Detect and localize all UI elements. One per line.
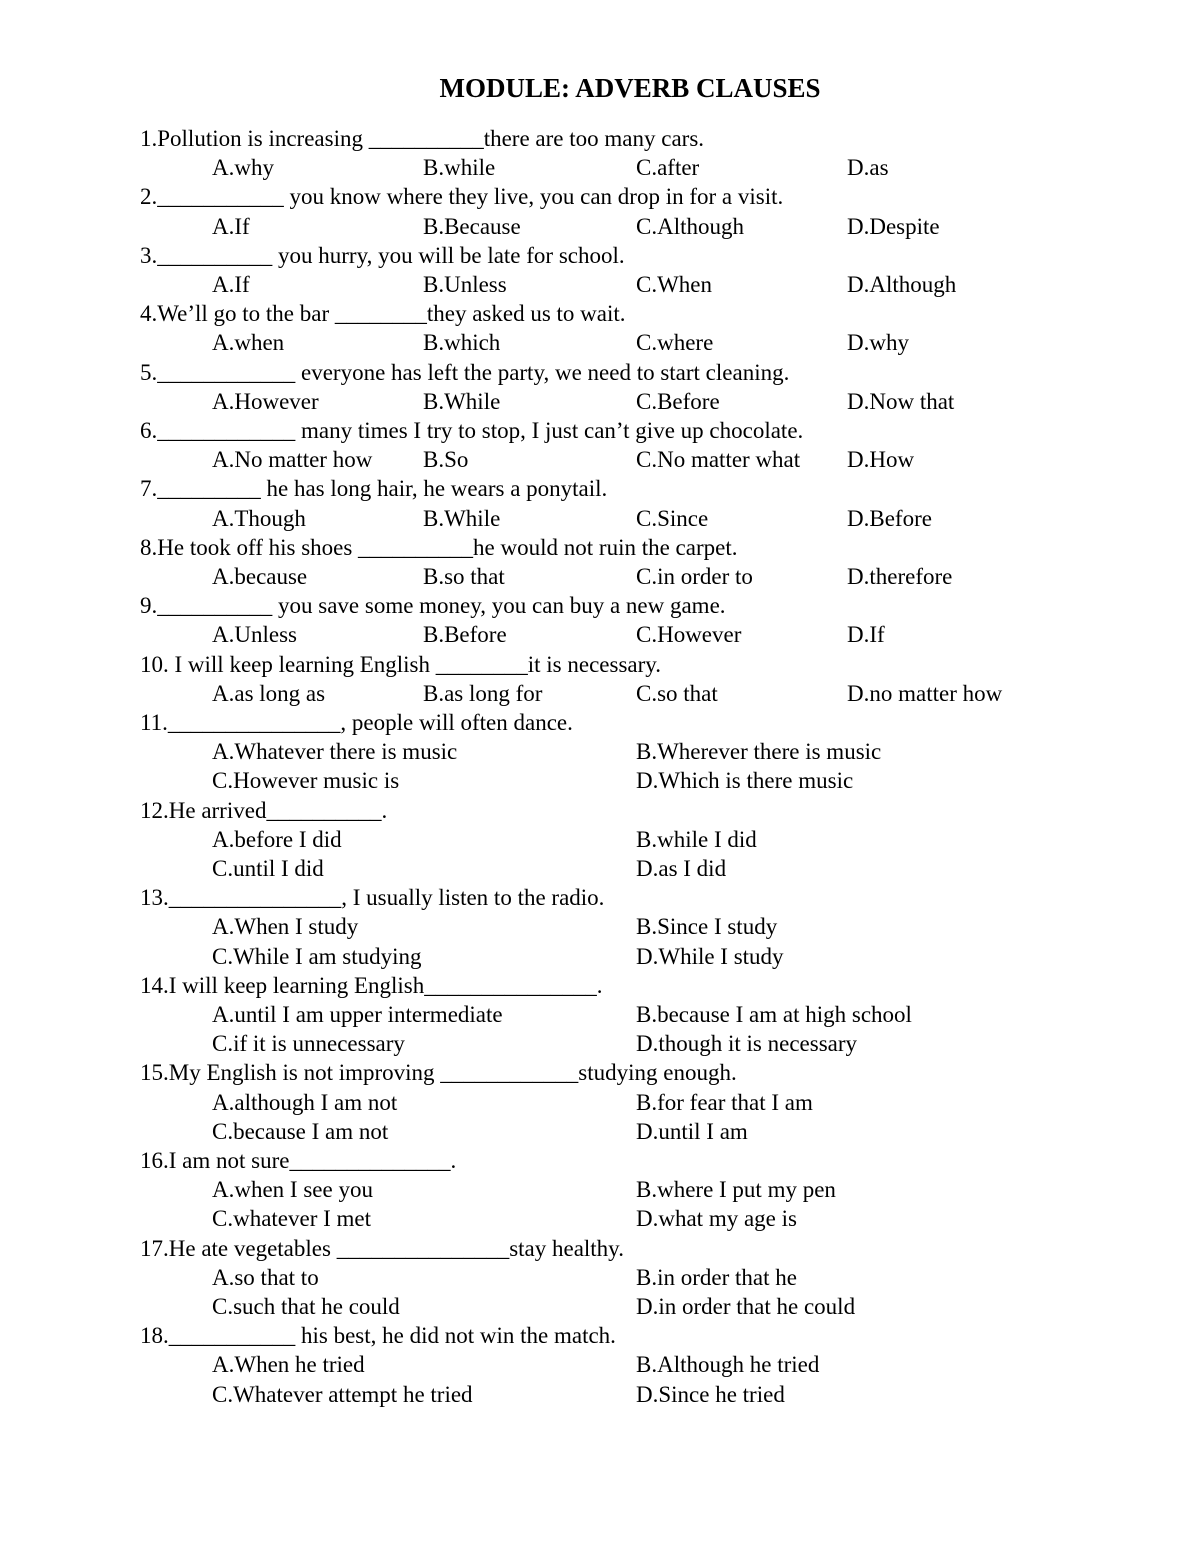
answer-option[interactable]: C.Before xyxy=(636,389,720,414)
answer-option[interactable]: A.Whatever there is music xyxy=(212,739,458,764)
answer-option[interactable]: B.for fear that I am xyxy=(636,1090,813,1115)
answer-option[interactable]: D.Now that xyxy=(847,389,955,414)
answer-option[interactable]: D.How xyxy=(847,447,915,472)
answer-option[interactable]: A.because xyxy=(212,564,308,589)
answer-option[interactable]: D.until I am xyxy=(636,1119,748,1144)
question-text: 1.Pollution is increasing __________there are too many cars. xyxy=(140,126,705,151)
question-text: 13._______________, I usually listen to the radio. xyxy=(140,885,605,910)
answer-option[interactable]: C.Whatever attempt he tried xyxy=(212,1382,473,1407)
question-text: 16.I am not sure______________. xyxy=(140,1148,457,1173)
answer-option[interactable]: C.such that he could xyxy=(212,1294,400,1319)
answer-option[interactable]: B.as long for xyxy=(423,681,543,706)
answer-option[interactable]: A.Unless xyxy=(212,622,297,647)
question-text: 3.__________ you hurry, you will be late for school. xyxy=(140,243,625,268)
answer-option[interactable]: B.Unless xyxy=(423,272,507,297)
answer-option[interactable]: D.If xyxy=(847,622,885,647)
question-text: 6.____________ many times I try to stop, I just can’t give up chocolate. xyxy=(140,418,804,443)
answer-option[interactable]: A.why xyxy=(212,155,274,180)
answer-option[interactable]: C.However xyxy=(636,622,742,647)
answer-option[interactable]: B.in order that he xyxy=(636,1265,797,1290)
answer-option[interactable]: D.Which is there music xyxy=(636,768,854,793)
question-text: 18.___________ his best, he did not win the match. xyxy=(140,1323,616,1348)
question-text: 10. I will keep learning English ________it is necessary. xyxy=(140,652,662,677)
answer-option[interactable]: C.after xyxy=(636,155,700,180)
answer-option[interactable]: D.Since he tried xyxy=(636,1382,785,1407)
answer-option[interactable]: A.When I study xyxy=(212,914,359,939)
answer-option[interactable]: C.so that xyxy=(636,681,718,706)
answer-option[interactable]: B.Since I study xyxy=(636,914,778,939)
answer-option[interactable]: D.though it is necessary xyxy=(636,1031,858,1056)
question-text: 14.I will keep learning English_______________. xyxy=(140,973,603,998)
answer-option[interactable]: B.Although he tried xyxy=(636,1352,820,1377)
answer-option[interactable]: A.until I am upper intermediate xyxy=(212,1002,503,1027)
answer-option[interactable]: B.because I am at high school xyxy=(636,1002,912,1027)
answer-option[interactable]: C.until I did xyxy=(212,856,324,881)
page-title: MODULE: ADVERB CLAUSES xyxy=(439,73,821,103)
answer-option[interactable]: A.When he tried xyxy=(212,1352,365,1377)
answer-option[interactable]: D.therefore xyxy=(847,564,953,589)
answer-option[interactable]: C.where xyxy=(636,330,714,355)
question-text: 8.He took off his shoes __________he would not ruin the carpet. xyxy=(140,535,738,560)
answer-option[interactable]: C.While I am studying xyxy=(212,944,422,969)
question-text: 17.He ate vegetables _______________stay healthy. xyxy=(140,1236,624,1261)
answer-option[interactable]: C.No matter what xyxy=(636,447,801,472)
answer-option[interactable]: B.Because xyxy=(423,214,521,239)
answer-option[interactable]: C.if it is unnecessary xyxy=(212,1031,405,1056)
question-text: 2.___________ you know where they live, you can drop in for a visit. xyxy=(140,184,784,209)
answer-option[interactable]: B.While xyxy=(423,506,501,531)
answer-option[interactable]: A.as long as xyxy=(212,681,326,706)
answer-option[interactable]: C.Although xyxy=(636,214,744,239)
answer-option[interactable]: D.why xyxy=(847,330,909,355)
answer-option[interactable]: C.because I am not xyxy=(212,1119,389,1144)
answer-option[interactable]: B.which xyxy=(423,330,501,355)
answer-option[interactable]: D.what my age is xyxy=(636,1206,797,1231)
answer-option[interactable]: C.in order to xyxy=(636,564,753,589)
answer-option[interactable]: D.as I did xyxy=(636,856,727,881)
answer-option[interactable]: B.while I did xyxy=(636,827,757,852)
answer-option[interactable]: B.So xyxy=(423,447,469,472)
answer-option[interactable]: C.However music is xyxy=(212,768,400,793)
answer-option[interactable]: B.while xyxy=(423,155,496,180)
question-text: 12.He arrived__________. xyxy=(140,798,388,823)
answer-option[interactable]: B.so that xyxy=(423,564,505,589)
question-text: 7._________ he has long hair, he wears a ponytail. xyxy=(140,476,608,501)
answer-option[interactable]: B.Wherever there is music xyxy=(636,739,882,764)
answer-option[interactable]: A.No matter how xyxy=(212,447,373,472)
question-text: 15.My English is not improving ____________studying enough. xyxy=(140,1060,737,1085)
answer-option[interactable]: A.If xyxy=(212,272,250,297)
answer-option[interactable]: B.While xyxy=(423,389,501,414)
answer-option[interactable]: A.although I am not xyxy=(212,1090,398,1115)
answer-option[interactable]: A.If xyxy=(212,214,250,239)
question-text: 11._______________, people will often dance. xyxy=(140,710,573,735)
answer-option[interactable]: D.in order that he could xyxy=(636,1294,856,1319)
answer-option[interactable]: D.Before xyxy=(847,506,932,531)
answer-option[interactable]: A.before I did xyxy=(212,827,342,852)
answer-option[interactable]: D.Despite xyxy=(847,214,940,239)
answer-option[interactable]: C.whatever I met xyxy=(212,1206,372,1231)
answer-option[interactable]: B.where I put my pen xyxy=(636,1177,836,1202)
answer-option[interactable]: D.as xyxy=(847,155,889,180)
answer-option[interactable]: D.Although xyxy=(847,272,957,297)
answer-option[interactable]: A.However xyxy=(212,389,319,414)
answer-option[interactable]: A.when xyxy=(212,330,285,355)
answer-option[interactable]: C.Since xyxy=(636,506,709,531)
question-text: 4.We’ll go to the bar ________they asked us to wait. xyxy=(140,301,626,326)
answer-option[interactable]: B.Before xyxy=(423,622,507,647)
answer-option[interactable]: A.Though xyxy=(212,506,306,531)
answer-option[interactable]: A.when I see you xyxy=(212,1177,373,1202)
answer-option[interactable]: A.so that to xyxy=(212,1265,319,1290)
answer-option[interactable]: D.no matter how xyxy=(847,681,1003,706)
question-text: 5.____________ everyone has left the party, we need to start cleaning. xyxy=(140,360,790,385)
answer-option[interactable]: D.While I study xyxy=(636,944,784,969)
question-text: 9.__________ you save some money, you can buy a new game. xyxy=(140,593,726,618)
answer-option[interactable]: C.When xyxy=(636,272,713,297)
